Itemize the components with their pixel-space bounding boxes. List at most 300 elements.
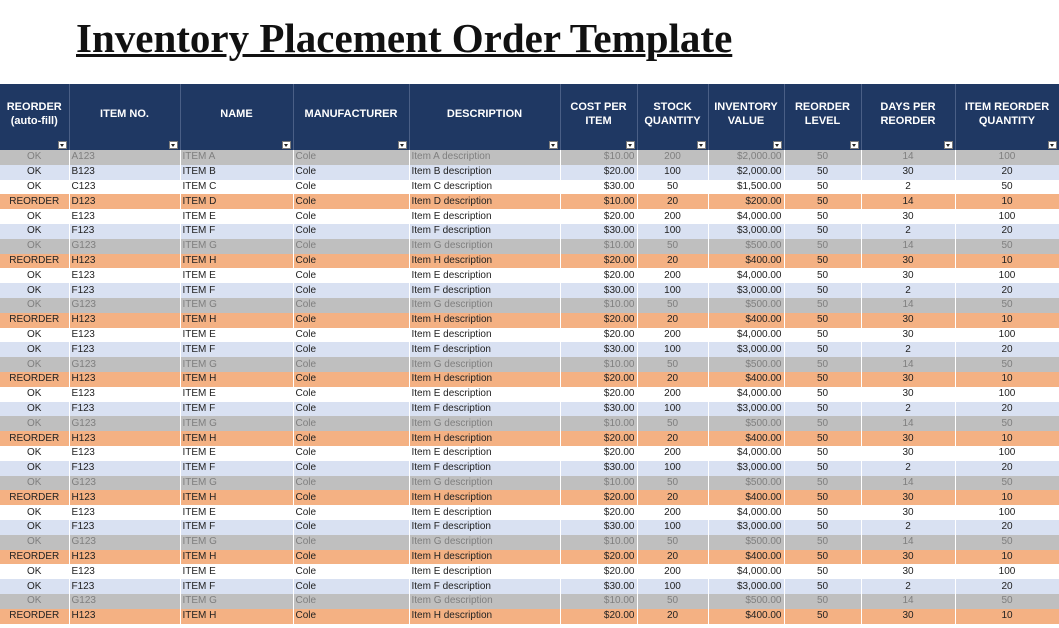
table-row[interactable] [0, 268, 1059, 283]
filter-dropdown-icon[interactable] [626, 141, 635, 149]
cell-reorder-level[interactable]: 50 [784, 416, 861, 431]
cell-name[interactable]: ITEM H [180, 313, 293, 328]
cell-manufacturer[interactable]: Cole [293, 268, 409, 283]
cell-name[interactable]: ITEM A [180, 150, 293, 165]
cell-cost[interactable]: $30.00 [560, 461, 637, 476]
table-row[interactable] [0, 165, 1059, 180]
cell-cost[interactable]: $10.00 [560, 239, 637, 254]
cell-description[interactable]: Item E description [409, 505, 560, 520]
cell-days[interactable]: 2 [861, 342, 955, 357]
cell-item-no[interactable]: H123 [69, 550, 180, 565]
cell-value[interactable]: $200.00 [708, 194, 784, 209]
cell-description[interactable]: Item C description [409, 180, 560, 195]
cell-name[interactable]: ITEM F [180, 283, 293, 298]
cell-name[interactable]: ITEM F [180, 342, 293, 357]
column-header-manufacturer[interactable] [293, 84, 409, 150]
cell-days[interactable]: 14 [861, 357, 955, 372]
cell-reorder-level[interactable]: 50 [784, 609, 861, 624]
cell-name[interactable]: ITEM F [180, 224, 293, 239]
cell-status[interactable]: OK [0, 224, 69, 239]
cell-reorder-level[interactable]: 50 [784, 387, 861, 402]
table-row[interactable] [0, 313, 1059, 328]
cell-manufacturer[interactable]: Cole [293, 564, 409, 579]
cell-status[interactable]: OK [0, 150, 69, 165]
cell-manufacturer[interactable]: Cole [293, 402, 409, 417]
cell-item-no[interactable]: G123 [69, 357, 180, 372]
cell-value[interactable]: $3,000.00 [708, 579, 784, 594]
cell-description[interactable]: Item A description [409, 150, 560, 165]
cell-reorder-level[interactable]: 50 [784, 268, 861, 283]
column-header-item-no[interactable] [69, 84, 180, 150]
cell-manufacturer[interactable]: Cole [293, 342, 409, 357]
cell-description[interactable]: Item H description [409, 372, 560, 387]
cell-value[interactable]: $2,000.00 [708, 150, 784, 165]
cell-reorder-level[interactable]: 50 [784, 564, 861, 579]
column-header-value[interactable] [708, 84, 784, 150]
cell-days[interactable]: 2 [861, 224, 955, 239]
table-row[interactable] [0, 564, 1059, 579]
table-row[interactable] [0, 342, 1059, 357]
column-header-reorder-level[interactable] [784, 84, 861, 150]
table-row[interactable] [0, 431, 1059, 446]
cell-cost[interactable]: $30.00 [560, 520, 637, 535]
cell-item-no[interactable]: H123 [69, 490, 180, 505]
cell-reorder-level[interactable]: 50 [784, 461, 861, 476]
cell-reorder-qty[interactable]: 10 [955, 550, 1059, 565]
cell-item-no[interactable]: F123 [69, 461, 180, 476]
cell-reorder-level[interactable]: 50 [784, 446, 861, 461]
cell-reorder-level[interactable]: 50 [784, 239, 861, 254]
cell-cost[interactable]: $20.00 [560, 254, 637, 269]
cell-cost[interactable]: $10.00 [560, 594, 637, 609]
cell-stock[interactable]: 100 [637, 342, 708, 357]
cell-reorder-qty[interactable]: 10 [955, 609, 1059, 624]
cell-stock[interactable]: 20 [637, 609, 708, 624]
table-row[interactable] [0, 476, 1059, 491]
cell-reorder-qty[interactable]: 20 [955, 165, 1059, 180]
cell-manufacturer[interactable]: Cole [293, 372, 409, 387]
cell-stock[interactable]: 100 [637, 520, 708, 535]
table-row[interactable] [0, 298, 1059, 313]
cell-reorder-level[interactable]: 50 [784, 579, 861, 594]
cell-manufacturer[interactable]: Cole [293, 431, 409, 446]
cell-days[interactable]: 14 [861, 535, 955, 550]
cell-description[interactable]: Item H description [409, 550, 560, 565]
table-row[interactable] [0, 520, 1059, 535]
cell-status[interactable]: OK [0, 594, 69, 609]
cell-name[interactable]: ITEM E [180, 328, 293, 343]
filter-dropdown-icon[interactable] [850, 141, 859, 149]
cell-reorder-qty[interactable]: 10 [955, 313, 1059, 328]
cell-item-no[interactable]: H123 [69, 313, 180, 328]
cell-item-no[interactable]: E123 [69, 328, 180, 343]
cell-status[interactable]: REORDER [0, 431, 69, 446]
cell-reorder-level[interactable]: 50 [784, 298, 861, 313]
cell-days[interactable]: 30 [861, 564, 955, 579]
cell-name[interactable]: ITEM H [180, 254, 293, 269]
cell-stock[interactable]: 20 [637, 313, 708, 328]
cell-reorder-qty[interactable]: 10 [955, 490, 1059, 505]
filter-dropdown-icon[interactable] [169, 141, 178, 149]
cell-reorder-qty[interactable]: 10 [955, 194, 1059, 209]
cell-reorder-qty[interactable]: 20 [955, 520, 1059, 535]
cell-reorder-qty[interactable]: 10 [955, 431, 1059, 446]
table-row[interactable] [0, 550, 1059, 565]
cell-reorder-qty[interactable]: 50 [955, 535, 1059, 550]
cell-manufacturer[interactable]: Cole [293, 609, 409, 624]
cell-item-no[interactable]: E123 [69, 446, 180, 461]
cell-description[interactable]: Item G description [409, 298, 560, 313]
cell-stock[interactable]: 200 [637, 150, 708, 165]
cell-name[interactable]: ITEM G [180, 535, 293, 550]
cell-stock[interactable]: 20 [637, 490, 708, 505]
table-row[interactable] [0, 446, 1059, 461]
cell-reorder-qty[interactable]: 50 [955, 239, 1059, 254]
cell-item-no[interactable]: G123 [69, 239, 180, 254]
cell-status[interactable]: OK [0, 535, 69, 550]
cell-cost[interactable]: $20.00 [560, 505, 637, 520]
cell-days[interactable]: 30 [861, 372, 955, 387]
cell-days[interactable]: 30 [861, 254, 955, 269]
cell-name[interactable]: ITEM G [180, 416, 293, 431]
cell-stock[interactable]: 50 [637, 239, 708, 254]
cell-cost[interactable]: $20.00 [560, 609, 637, 624]
cell-stock[interactable]: 200 [637, 564, 708, 579]
table-row[interactable] [0, 209, 1059, 224]
column-header-days[interactable] [861, 84, 955, 150]
cell-reorder-qty[interactable]: 10 [955, 372, 1059, 387]
cell-name[interactable]: ITEM D [180, 194, 293, 209]
table-row[interactable] [0, 180, 1059, 195]
cell-value[interactable]: $4,000.00 [708, 209, 784, 224]
cell-reorder-qty[interactable]: 100 [955, 387, 1059, 402]
cell-description[interactable]: Item F description [409, 342, 560, 357]
cell-days[interactable]: 30 [861, 268, 955, 283]
cell-reorder-level[interactable]: 50 [784, 476, 861, 491]
cell-description[interactable]: Item E description [409, 446, 560, 461]
cell-item-no[interactable]: D123 [69, 194, 180, 209]
cell-description[interactable]: Item E description [409, 209, 560, 224]
cell-description[interactable]: Item F description [409, 520, 560, 535]
cell-item-no[interactable]: H123 [69, 372, 180, 387]
filter-dropdown-icon[interactable] [282, 141, 291, 149]
cell-days[interactable]: 2 [861, 283, 955, 298]
cell-name[interactable]: ITEM G [180, 298, 293, 313]
cell-reorder-level[interactable]: 50 [784, 505, 861, 520]
cell-days[interactable]: 2 [861, 461, 955, 476]
cell-name[interactable]: ITEM C [180, 180, 293, 195]
cell-days[interactable]: 30 [861, 387, 955, 402]
filter-dropdown-icon[interactable] [549, 141, 558, 149]
table-row[interactable] [0, 254, 1059, 269]
cell-description[interactable]: Item G description [409, 476, 560, 491]
cell-name[interactable]: ITEM E [180, 505, 293, 520]
table-row[interactable] [0, 357, 1059, 372]
cell-value[interactable]: $4,000.00 [708, 446, 784, 461]
cell-reorder-qty[interactable]: 100 [955, 446, 1059, 461]
cell-status[interactable]: OK [0, 283, 69, 298]
cell-manufacturer[interactable]: Cole [293, 387, 409, 402]
cell-stock[interactable]: 20 [637, 194, 708, 209]
cell-status[interactable]: REORDER [0, 609, 69, 624]
cell-reorder-qty[interactable]: 20 [955, 342, 1059, 357]
cell-status[interactable]: OK [0, 180, 69, 195]
cell-days[interactable]: 30 [861, 328, 955, 343]
cell-days[interactable]: 30 [861, 446, 955, 461]
cell-value[interactable]: $500.00 [708, 357, 784, 372]
cell-cost[interactable]: $20.00 [560, 313, 637, 328]
cell-manufacturer[interactable]: Cole [293, 505, 409, 520]
column-header-name[interactable] [180, 84, 293, 150]
cell-item-no[interactable]: G123 [69, 476, 180, 491]
cell-reorder-level[interactable]: 50 [784, 224, 861, 239]
cell-cost[interactable]: $30.00 [560, 342, 637, 357]
cell-stock[interactable]: 50 [637, 594, 708, 609]
cell-manufacturer[interactable]: Cole [293, 283, 409, 298]
cell-cost[interactable]: $30.00 [560, 283, 637, 298]
cell-stock[interactable]: 50 [637, 416, 708, 431]
cell-reorder-qty[interactable]: 100 [955, 328, 1059, 343]
table-row[interactable] [0, 609, 1059, 624]
cell-reorder-qty[interactable]: 50 [955, 476, 1059, 491]
cell-value[interactable]: $3,000.00 [708, 283, 784, 298]
cell-status[interactable]: OK [0, 520, 69, 535]
cell-name[interactable]: ITEM H [180, 550, 293, 565]
cell-item-no[interactable]: F123 [69, 402, 180, 417]
cell-description[interactable]: Item G description [409, 239, 560, 254]
cell-stock[interactable]: 50 [637, 357, 708, 372]
cell-cost[interactable]: $20.00 [560, 165, 637, 180]
cell-value[interactable]: $500.00 [708, 535, 784, 550]
cell-value[interactable]: $500.00 [708, 476, 784, 491]
cell-value[interactable]: $4,000.00 [708, 505, 784, 520]
cell-value[interactable]: $500.00 [708, 594, 784, 609]
cell-manufacturer[interactable]: Cole [293, 520, 409, 535]
cell-description[interactable]: Item F description [409, 224, 560, 239]
cell-days[interactable]: 2 [861, 402, 955, 417]
cell-item-no[interactable]: F123 [69, 283, 180, 298]
cell-name[interactable]: ITEM F [180, 402, 293, 417]
cell-days[interactable]: 14 [861, 298, 955, 313]
cell-manufacturer[interactable]: Cole [293, 224, 409, 239]
cell-description[interactable]: Item F description [409, 579, 560, 594]
cell-days[interactable]: 14 [861, 150, 955, 165]
cell-value[interactable]: $3,000.00 [708, 224, 784, 239]
cell-value[interactable]: $400.00 [708, 372, 784, 387]
column-header-reorder-qty[interactable] [955, 84, 1059, 150]
cell-days[interactable]: 14 [861, 594, 955, 609]
filter-dropdown-icon[interactable] [773, 141, 782, 149]
cell-manufacturer[interactable]: Cole [293, 594, 409, 609]
cell-item-no[interactable]: G123 [69, 535, 180, 550]
cell-description[interactable]: Item F description [409, 461, 560, 476]
cell-description[interactable]: Item F description [409, 283, 560, 298]
cell-stock[interactable]: 20 [637, 431, 708, 446]
cell-reorder-level[interactable]: 50 [784, 194, 861, 209]
cell-description[interactable]: Item E description [409, 328, 560, 343]
cell-stock[interactable]: 100 [637, 224, 708, 239]
cell-value[interactable]: $3,000.00 [708, 402, 784, 417]
cell-manufacturer[interactable]: Cole [293, 446, 409, 461]
cell-status[interactable]: OK [0, 505, 69, 520]
cell-name[interactable]: ITEM B [180, 165, 293, 180]
cell-manufacturer[interactable]: Cole [293, 150, 409, 165]
cell-days[interactable]: 30 [861, 165, 955, 180]
cell-cost[interactable]: $10.00 [560, 357, 637, 372]
cell-stock[interactable]: 200 [637, 505, 708, 520]
cell-manufacturer[interactable]: Cole [293, 550, 409, 565]
cell-stock[interactable]: 100 [637, 165, 708, 180]
cell-manufacturer[interactable]: Cole [293, 209, 409, 224]
cell-reorder-qty[interactable]: 100 [955, 505, 1059, 520]
cell-description[interactable]: Item G description [409, 357, 560, 372]
cell-status[interactable]: OK [0, 165, 69, 180]
cell-status[interactable]: OK [0, 402, 69, 417]
cell-name[interactable]: ITEM G [180, 357, 293, 372]
cell-status[interactable]: REORDER [0, 194, 69, 209]
column-header-status[interactable] [0, 84, 69, 150]
cell-value[interactable]: $400.00 [708, 550, 784, 565]
cell-manufacturer[interactable]: Cole [293, 476, 409, 491]
cell-cost[interactable]: $10.00 [560, 298, 637, 313]
cell-cost[interactable]: $20.00 [560, 268, 637, 283]
cell-manufacturer[interactable]: Cole [293, 579, 409, 594]
cell-cost[interactable]: $10.00 [560, 194, 637, 209]
cell-reorder-level[interactable]: 50 [784, 150, 861, 165]
cell-days[interactable]: 14 [861, 239, 955, 254]
cell-name[interactable]: ITEM G [180, 476, 293, 491]
table-row[interactable] [0, 387, 1059, 402]
cell-cost[interactable]: $30.00 [560, 180, 637, 195]
table-row[interactable] [0, 579, 1059, 594]
table-row[interactable] [0, 239, 1059, 254]
table-row[interactable] [0, 461, 1059, 476]
cell-value[interactable]: $500.00 [708, 298, 784, 313]
cell-value[interactable]: $3,000.00 [708, 461, 784, 476]
cell-stock[interactable]: 100 [637, 402, 708, 417]
cell-reorder-qty[interactable]: 100 [955, 150, 1059, 165]
cell-cost[interactable]: $10.00 [560, 416, 637, 431]
cell-reorder-level[interactable]: 50 [784, 254, 861, 269]
cell-value[interactable]: $500.00 [708, 239, 784, 254]
cell-cost[interactable]: $10.00 [560, 535, 637, 550]
cell-stock[interactable]: 100 [637, 283, 708, 298]
cell-reorder-level[interactable]: 50 [784, 490, 861, 505]
cell-manufacturer[interactable]: Cole [293, 535, 409, 550]
cell-reorder-qty[interactable]: 100 [955, 209, 1059, 224]
filter-dropdown-icon[interactable] [58, 141, 67, 149]
cell-item-no[interactable]: G123 [69, 416, 180, 431]
cell-value[interactable]: $400.00 [708, 254, 784, 269]
cell-manufacturer[interactable]: Cole [293, 298, 409, 313]
cell-name[interactable]: ITEM F [180, 461, 293, 476]
cell-description[interactable]: Item G description [409, 416, 560, 431]
cell-item-no[interactable]: H123 [69, 431, 180, 446]
cell-description[interactable]: Item H description [409, 254, 560, 269]
cell-days[interactable]: 30 [861, 505, 955, 520]
cell-reorder-level[interactable]: 50 [784, 372, 861, 387]
cell-status[interactable]: OK [0, 579, 69, 594]
cell-name[interactable]: ITEM G [180, 594, 293, 609]
cell-name[interactable]: ITEM H [180, 609, 293, 624]
cell-reorder-qty[interactable]: 50 [955, 180, 1059, 195]
cell-item-no[interactable]: C123 [69, 180, 180, 195]
cell-description[interactable]: Item B description [409, 165, 560, 180]
cell-cost[interactable]: $30.00 [560, 402, 637, 417]
column-header-stock[interactable] [637, 84, 708, 150]
cell-description[interactable]: Item E description [409, 564, 560, 579]
cell-item-no[interactable]: F123 [69, 224, 180, 239]
cell-manufacturer[interactable]: Cole [293, 194, 409, 209]
cell-manufacturer[interactable]: Cole [293, 165, 409, 180]
cell-name[interactable]: ITEM H [180, 372, 293, 387]
cell-value[interactable]: $1,500.00 [708, 180, 784, 195]
cell-description[interactable]: Item G description [409, 535, 560, 550]
filter-dropdown-icon[interactable] [1048, 141, 1057, 149]
cell-item-no[interactable]: E123 [69, 209, 180, 224]
cell-manufacturer[interactable]: Cole [293, 328, 409, 343]
cell-status[interactable]: OK [0, 268, 69, 283]
cell-cost[interactable]: $20.00 [560, 550, 637, 565]
cell-reorder-level[interactable]: 50 [784, 431, 861, 446]
cell-status[interactable]: OK [0, 416, 69, 431]
cell-reorder-qty[interactable]: 100 [955, 268, 1059, 283]
cell-stock[interactable]: 200 [637, 268, 708, 283]
cell-reorder-level[interactable]: 50 [784, 520, 861, 535]
cell-status[interactable]: OK [0, 328, 69, 343]
cell-cost[interactable]: $20.00 [560, 431, 637, 446]
cell-cost[interactable]: $10.00 [560, 476, 637, 491]
cell-cost[interactable]: $20.00 [560, 387, 637, 402]
table-row[interactable] [0, 535, 1059, 550]
cell-stock[interactable]: 20 [637, 550, 708, 565]
filter-dropdown-icon[interactable] [398, 141, 407, 149]
cell-stock[interactable]: 200 [637, 209, 708, 224]
cell-stock[interactable]: 50 [637, 535, 708, 550]
cell-value[interactable]: $400.00 [708, 490, 784, 505]
cell-name[interactable]: ITEM E [180, 564, 293, 579]
cell-stock[interactable]: 200 [637, 328, 708, 343]
cell-reorder-qty[interactable]: 50 [955, 594, 1059, 609]
cell-status[interactable]: OK [0, 239, 69, 254]
cell-name[interactable]: ITEM H [180, 431, 293, 446]
cell-status[interactable]: REORDER [0, 254, 69, 269]
cell-stock[interactable]: 100 [637, 461, 708, 476]
cell-item-no[interactable]: F123 [69, 342, 180, 357]
cell-days[interactable]: 14 [861, 476, 955, 491]
cell-status[interactable]: OK [0, 357, 69, 372]
filter-dropdown-icon[interactable] [697, 141, 706, 149]
cell-status[interactable]: REORDER [0, 490, 69, 505]
cell-name[interactable]: ITEM E [180, 209, 293, 224]
cell-value[interactable]: $3,000.00 [708, 342, 784, 357]
cell-reorder-level[interactable]: 50 [784, 550, 861, 565]
cell-stock[interactable]: 200 [637, 446, 708, 461]
cell-cost[interactable]: $30.00 [560, 579, 637, 594]
cell-manufacturer[interactable]: Cole [293, 490, 409, 505]
cell-status[interactable]: OK [0, 476, 69, 491]
cell-days[interactable]: 2 [861, 520, 955, 535]
cell-stock[interactable]: 20 [637, 254, 708, 269]
cell-description[interactable]: Item E description [409, 268, 560, 283]
cell-name[interactable]: ITEM E [180, 446, 293, 461]
cell-stock[interactable]: 20 [637, 372, 708, 387]
cell-status[interactable]: OK [0, 298, 69, 313]
cell-stock[interactable]: 50 [637, 298, 708, 313]
cell-days[interactable]: 14 [861, 416, 955, 431]
cell-reorder-qty[interactable]: 50 [955, 416, 1059, 431]
cell-reorder-level[interactable]: 50 [784, 328, 861, 343]
